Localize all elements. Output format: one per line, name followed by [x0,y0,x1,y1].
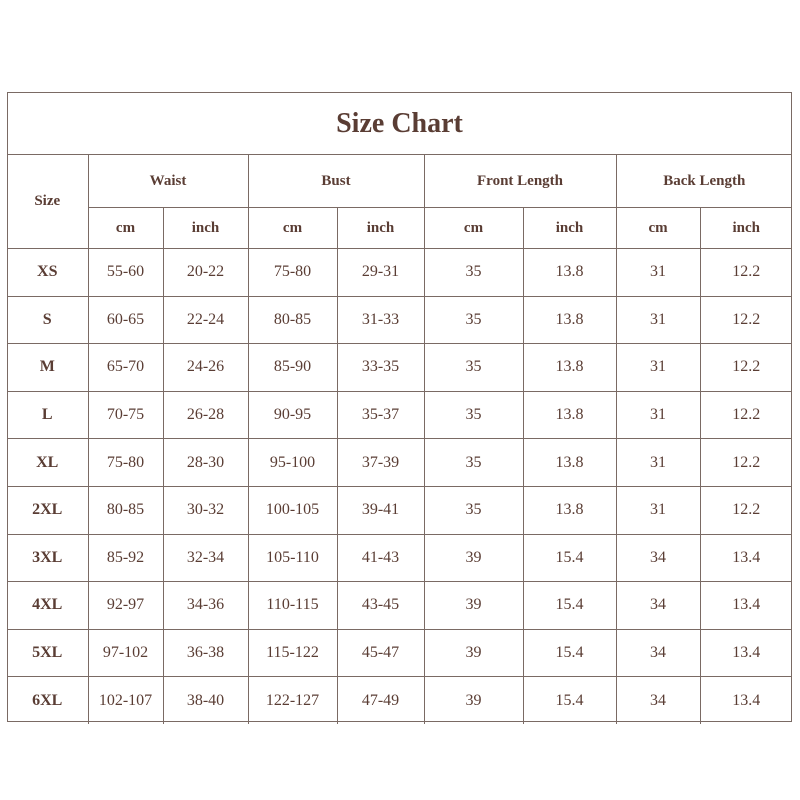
size-table [7,155,792,724]
size-chart [7,92,792,722]
unit-header: cm [88,208,163,249]
table-cell: 31 [616,486,700,534]
table-cell: 15.4 [523,582,616,630]
table-cell: 43-45 [337,582,424,630]
table-cell: 13.8 [523,391,616,439]
table-cell: 90-95 [248,391,337,439]
table-cell: 30-32 [163,486,248,534]
table-cell: 31-33 [337,296,424,344]
table-cell: 39 [424,582,523,630]
table-cell: 100-105 [248,486,337,534]
table-cell: 80-85 [248,296,337,344]
unit-header: inch [163,208,248,249]
table-cell: 85-92 [88,534,163,582]
table-cell: 38-40 [163,677,248,724]
size-label: S [7,296,88,344]
table-cell: 22-24 [163,296,248,344]
table-row [7,296,792,344]
size-label: 5XL [7,629,88,677]
size-label: M [7,344,88,392]
table-cell: 92-97 [88,582,163,630]
table-cell: 37-39 [337,439,424,487]
table-cell: 75-80 [88,439,163,487]
table-cell: 31 [616,439,700,487]
table-cell: 13.8 [523,486,616,534]
table-cell: 13.8 [523,296,616,344]
table-cell: 13.4 [700,582,792,630]
table-cell: 12.2 [700,391,792,439]
size-label: 3XL [7,534,88,582]
table-row [7,249,792,297]
table-cell: 31 [616,391,700,439]
table-cell: 60-65 [88,296,163,344]
unit-header: cm [616,208,700,249]
size-label: 4XL [7,582,88,630]
back-length-header: Back Length [616,155,792,208]
table-cell: 85-90 [248,344,337,392]
table-row [7,677,792,724]
table-cell: 34-36 [163,582,248,630]
table-cell: 39 [424,534,523,582]
table-cell: 31 [616,296,700,344]
header-group-row [7,155,792,208]
table-cell: 35 [424,391,523,439]
table-cell: 32-34 [163,534,248,582]
table-cell: 65-70 [88,344,163,392]
size-label: 2XL [7,486,88,534]
table-cell: 26-28 [163,391,248,439]
size-label: 6XL [7,677,88,724]
table-cell: 39 [424,677,523,724]
table-cell: 45-47 [337,629,424,677]
size-header: Size [7,155,88,249]
size-label: XS [7,249,88,297]
waist-header: Waist [88,155,248,208]
table-cell: 35 [424,296,523,344]
table-cell: 13.4 [700,629,792,677]
table-cell: 95-100 [248,439,337,487]
chart-title: Size Chart [8,93,791,155]
table-cell: 55-60 [88,249,163,297]
table-cell: 20-22 [163,249,248,297]
table-cell: 35 [424,439,523,487]
table-cell: 41-43 [337,534,424,582]
table-body [7,249,792,724]
size-label: XL [7,439,88,487]
bust-header: Bust [248,155,424,208]
size-label: L [7,391,88,439]
table-cell: 70-75 [88,391,163,439]
table-cell: 13.8 [523,439,616,487]
unit-header: cm [248,208,337,249]
table-cell: 12.2 [700,439,792,487]
table-cell: 34 [616,629,700,677]
table-cell: 35-37 [337,391,424,439]
table-cell: 122-127 [248,677,337,724]
table-row [7,534,792,582]
table-cell: 35 [424,344,523,392]
table-cell: 12.2 [700,296,792,344]
unit-header: inch [523,208,616,249]
table-row [7,344,792,392]
table-cell: 15.4 [523,629,616,677]
table-cell: 34 [616,534,700,582]
table-cell: 110-115 [248,582,337,630]
table-row [7,629,792,677]
table-cell: 105-110 [248,534,337,582]
table-cell: 15.4 [523,677,616,724]
header-unit-row [7,208,792,249]
unit-header: inch [337,208,424,249]
table-cell: 13.8 [523,249,616,297]
table-cell: 35 [424,249,523,297]
table-cell: 39-41 [337,486,424,534]
table-row [7,486,792,534]
table-cell: 36-38 [163,629,248,677]
table-cell: 47-49 [337,677,424,724]
front-length-header: Front Length [424,155,616,208]
table-cell: 31 [616,249,700,297]
table-cell: 102-107 [88,677,163,724]
table-cell: 12.2 [700,344,792,392]
table-cell: 28-30 [163,439,248,487]
table-cell: 12.2 [700,486,792,534]
table-cell: 12.2 [700,249,792,297]
table-row [7,439,792,487]
table-cell: 33-35 [337,344,424,392]
table-row [7,391,792,439]
table-cell: 75-80 [248,249,337,297]
table-cell: 34 [616,582,700,630]
table-cell: 39 [424,629,523,677]
table-cell: 115-122 [248,629,337,677]
table-cell: 13.4 [700,534,792,582]
table-row [7,582,792,630]
table-cell: 13.4 [700,677,792,724]
table-cell: 13.8 [523,344,616,392]
unit-header: inch [700,208,792,249]
table-cell: 34 [616,677,700,724]
table-cell: 80-85 [88,486,163,534]
unit-header: cm [424,208,523,249]
table-cell: 97-102 [88,629,163,677]
table-cell: 35 [424,486,523,534]
table-cell: 31 [616,344,700,392]
table-cell: 29-31 [337,249,424,297]
table-cell: 15.4 [523,534,616,582]
table-cell: 24-26 [163,344,248,392]
